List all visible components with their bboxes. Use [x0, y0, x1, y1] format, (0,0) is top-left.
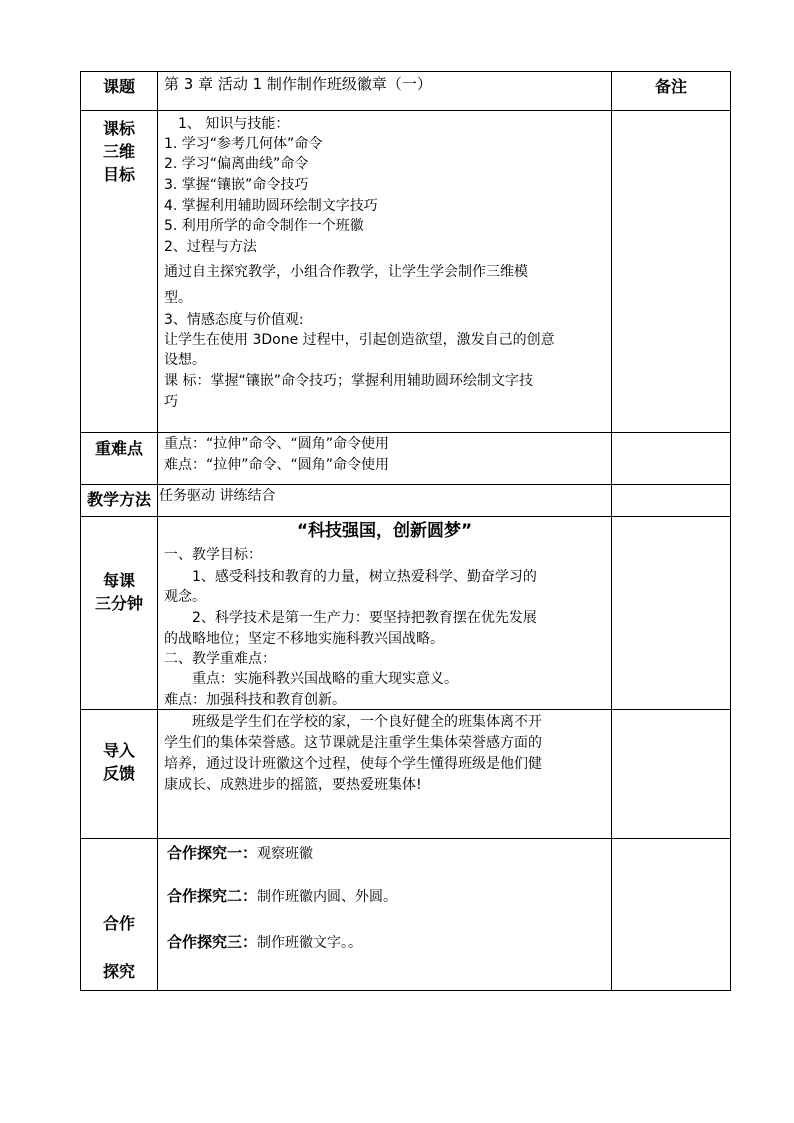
- daily-line: 2、科学技术是第一生产力：要坚持把教育摆在优先发展: [164, 610, 537, 626]
- intro-line: 班级是学生们在学校的家，一个良好健全的班集体离不开: [164, 714, 542, 730]
- key-point: 重点：“拉伸”命令、“圆角”命令使用: [164, 436, 390, 452]
- column-divider: [611, 71, 612, 991]
- label-cooperative-inquiry-line1: 合作: [102, 914, 135, 933]
- objectives-section3-text: 设想。: [164, 352, 206, 368]
- daily-line: 一、教学目标：: [164, 547, 262, 563]
- coop-item-text: 制作班徽内圆、外圆。: [257, 889, 398, 905]
- objective-item: 5. 利用所学的命令制作一个班徽: [164, 218, 364, 234]
- intro-line: 培养，通过设计班徽这个过程，使每个学生懂得班级是他们健: [164, 756, 542, 772]
- coop-item-text: 制作班徽文字。。: [257, 935, 363, 951]
- label-cooperative-inquiry-line2: 探究: [102, 962, 135, 981]
- coop-item: [167, 844, 313, 863]
- intro-line: 学生们的集体荣誉感。这节课就是注重学生集体荣誉感方面的: [164, 735, 542, 751]
- label-intro-feedback-line2: 反馈: [102, 764, 135, 783]
- difficult-point: 难点：“拉伸”命令、“圆角”命令使用: [164, 457, 390, 473]
- coop-item-title: 合作探究一：: [167, 844, 258, 862]
- objective-item: 1. 学习“参考几何体”命令: [164, 136, 323, 152]
- objectives-section3-text: 让学生在使用 3Done 过程中，引起创造欲望，激发自己的创意: [164, 332, 555, 348]
- daily-heading: “科技强国，创新圆梦”: [296, 521, 473, 541]
- label-key-points: 重难点: [94, 439, 143, 458]
- objectives-section1: 1、 知识与技能：: [178, 116, 290, 132]
- table-border-left: [80, 71, 81, 991]
- coop-item-title: 合作探究三：: [167, 933, 258, 951]
- daily-line: 二、教学重难点：: [164, 651, 276, 667]
- objective-item: 3. 掌握“镶嵌”命令技巧: [164, 177, 309, 193]
- row-divider: [80, 432, 731, 433]
- daily-line: 重点：实施科教兴国战略的重大现实意义。: [164, 671, 458, 687]
- coop-item: [167, 933, 362, 952]
- daily-line: 观念。: [164, 589, 206, 605]
- label-remarks: 备注: [654, 77, 687, 96]
- row-divider: [80, 838, 731, 839]
- row-divider: [80, 110, 731, 111]
- row-divider: [80, 516, 731, 517]
- daily-line: 1、感受科技和教育的力量，树立热爱科学、勤奋学习的: [164, 569, 537, 585]
- label-topic: 课题: [102, 77, 135, 96]
- label-objectives-line1: 课标: [102, 119, 135, 138]
- table-border-bottom: [80, 990, 731, 991]
- label-intro-feedback-line1: 导入: [102, 741, 135, 760]
- intro-line: 康成长、成熟进步的摇篮，要热爱班集体!: [164, 777, 422, 793]
- label-objectives-line3: 目标: [102, 165, 135, 184]
- daily-line: 难点：加强科技和教育创新。: [164, 692, 346, 708]
- coop-item-text: 观察班徽: [257, 846, 314, 862]
- table-border-right: [730, 71, 731, 991]
- objective-item: 4. 掌握利用辅助圆环绘制文字技巧: [164, 198, 378, 214]
- row-divider: [80, 709, 731, 710]
- label-daily-three-minutes-line2: 三分钟: [94, 594, 143, 613]
- objectives-section3: 3、情感态度与价值观:: [164, 312, 304, 328]
- table-border-top: [80, 71, 731, 72]
- label-teaching-method: 教学方法: [86, 490, 151, 509]
- objective-item: 2. 学习“偏离曲线”命令: [164, 156, 309, 172]
- coop-item: [167, 887, 397, 906]
- row-divider: [80, 484, 731, 485]
- label-objectives-line2: 三维: [102, 142, 135, 161]
- objectives-section2-text: 型。: [164, 290, 192, 306]
- objectives-section2: 2、过程与方法: [164, 239, 257, 255]
- teaching-method-content: 任务驱动 讲练结合: [159, 488, 276, 504]
- objectives-section2-text: 通过自主探究教学，小组合作教学，让学生学会制作三维模: [164, 264, 528, 280]
- topic-content: 第 3 章 活动 1 制作制作班级徽章（一）: [164, 75, 432, 93]
- label-daily-three-minutes-line1: 每课: [102, 571, 135, 590]
- coop-item-title: 合作探究二：: [167, 887, 258, 905]
- objectives-standard: 巧: [164, 394, 178, 410]
- daily-line: 的战略地位；坚定不移地实施科教兴国战略。: [164, 631, 444, 647]
- objectives-standard: 课 标：掌握“镶嵌”命令技巧；掌握利用辅助圆环绘制文字技: [164, 373, 533, 389]
